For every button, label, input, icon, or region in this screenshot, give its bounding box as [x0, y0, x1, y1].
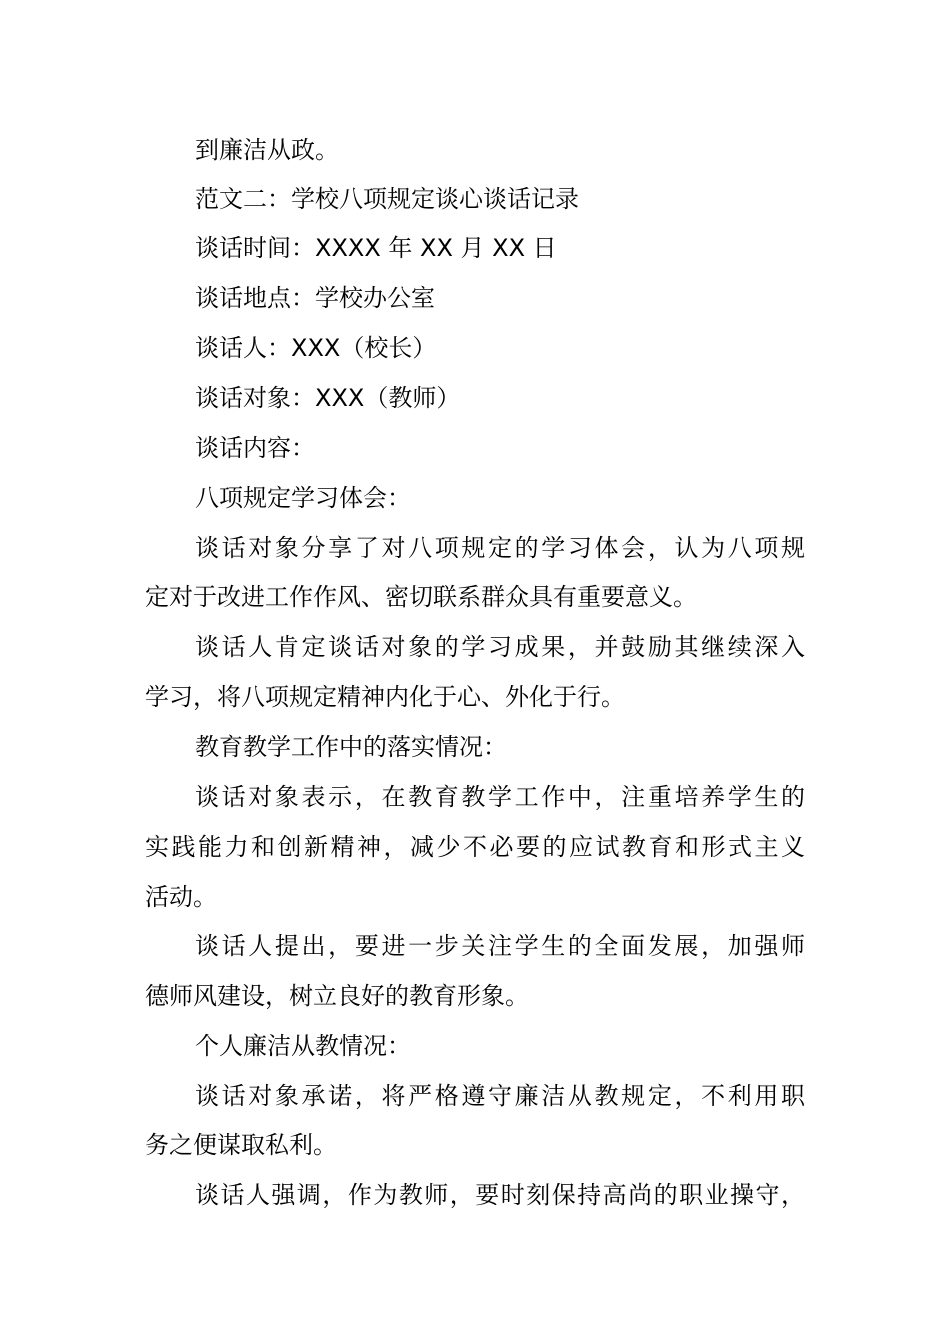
- subheading: 个人廉洁从教情况：: [195, 1032, 411, 1060]
- talk-subject: 谈话对象：XXX（教师）: [195, 384, 461, 412]
- paragraph-line: 实践能力和创新精神，减少不必要的应试教育和形式主义: [145, 833, 805, 861]
- paragraph-line: 谈话对象承诺，将严格遵守廉洁从教规定，不利用职: [195, 1082, 805, 1110]
- section-heading: 范文二：学校八项规定谈心谈话记录: [195, 185, 579, 213]
- talk-location: 谈话地点：学校办公室: [195, 284, 435, 312]
- paragraph-line: 定对于改进工作作风、密切联系群众具有重要意义。: [145, 583, 697, 611]
- paragraph-line: 谈话人强调，作为教师，要时刻保持高尚的职业操守，: [195, 1181, 805, 1209]
- paragraph-line: 谈话对象分享了对八项规定的学习体会，认为八项规: [195, 534, 805, 562]
- paragraph-line: 谈话对象表示，在教育教学工作中，注重培养学生的: [195, 783, 805, 811]
- talk-content-label: 谈话内容：: [195, 434, 315, 462]
- text-line: 到廉洁从政。: [195, 136, 339, 164]
- paragraph-line: 活动。: [145, 883, 217, 911]
- talk-time: 谈话时间：XXXX 年 XX 月 XX 日: [195, 234, 557, 262]
- paragraph-line: 谈话人肯定谈话对象的学习成果，并鼓励其继续深入: [195, 633, 805, 661]
- paragraph-line: 德师风建设，树立良好的教育形象。: [145, 982, 529, 1010]
- subheading: 八项规定学习体会：: [195, 484, 411, 512]
- subheading: 教育教学工作中的落实情况：: [195, 733, 507, 761]
- talker: 谈话人：XXX（校长）: [195, 334, 437, 362]
- paragraph-line: 学习，将八项规定精神内化于心、外化于行。: [145, 683, 625, 711]
- paragraph-line: 谈话人提出，要进一步关注学生的全面发展，加强师: [195, 932, 805, 960]
- paragraph-line: 务之便谋取私利。: [145, 1131, 337, 1159]
